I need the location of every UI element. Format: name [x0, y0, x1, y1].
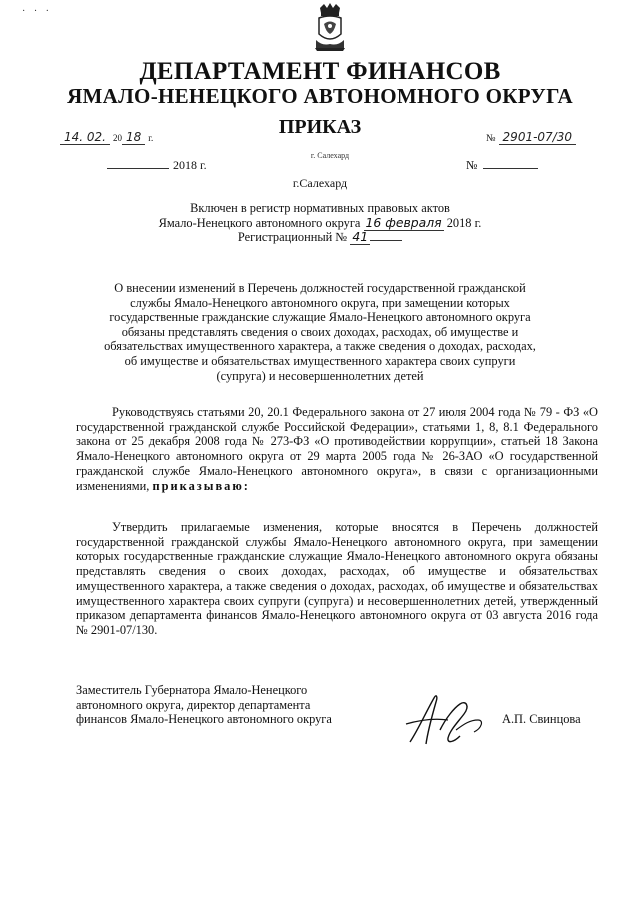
stamp-city: г. Салехард — [310, 151, 350, 160]
handwritten-signature-icon — [400, 690, 496, 750]
registration-number-label: Регистрационный № — [237, 230, 348, 244]
registration-line3 — [0, 230, 640, 245]
registration-year: 2018 г. — [446, 215, 482, 230]
handwritten-number-stamp — [486, 130, 576, 145]
year-prefix: 20 — [112, 133, 122, 143]
signer-position-line2: автономного округа, директор департамента — [76, 697, 311, 712]
year-label: 2018 г. — [173, 158, 207, 172]
year-suffix: г. — [148, 133, 154, 143]
signer-name: А.П. Свинцова — [502, 712, 581, 726]
number-field — [466, 158, 538, 173]
registration-handwritten-number: 41 — [352, 229, 369, 244]
order-subject: О внесении изменений в Перечень должностей государственной гражданской службы Ямало-Ненецкого автономного округа, при замещении которых государственные гражданские служащие Ямало-Ненецкого автономного округа обязаны представлять сведения о своих доходах, расходах, об имуществе и обязательствах имущественного характера, а также сведения о доходах, расходах, об имуществе и обязательствах имущественного характера своих супруги (супруга) и несовершеннолетних детей — [104, 281, 536, 383]
order-title: ПРИКАЗ — [278, 116, 362, 138]
signer-position-line1: Заместитель Губернатора Ямало-Ненецкого — [76, 683, 308, 697]
number-prefix: № — [486, 133, 496, 144]
corner-marks: · · · — [22, 6, 52, 17]
date-field — [107, 158, 207, 173]
registration-region: Ямало-Ненецкого автономного округа — [158, 215, 361, 230]
signer-position-line3: финансов Ямало-Ненецкого автономного округа — [76, 712, 332, 727]
handwritten-number: 2901-07/30 — [499, 130, 576, 145]
handwritten-year: 18 — [122, 130, 145, 145]
department-name-line1: ДЕПАРТАМЕНТ ФИНАНСОВ — [139, 58, 501, 85]
registration-line1: Включен в регистр нормативных правовых актов — [190, 201, 450, 215]
body-paragraph-2: Утвердить прилагаемые изменения, которые вносятся в Перечень должностей государственной гражданской службы Ямало-Ненецкого автономного округа, при замещении которых государственные гражданские служащие Ямало-Ненецкого автономного округа обязаны представлять сведения о своих доходах, расходах, об имуществе и обязательствах имущественного характера, а также сведения о доходах, расходах, об имуществе и обязательствах имущественного характера своих супруги (супруга) и несовершеннолетних детей, утвержденный приказом департамента финансов Ямало-Ненецкого автономного округа от 03 августа 2016 года № 2901-07/130. — [76, 520, 598, 637]
handwritten-date-stamp — [60, 130, 153, 145]
department-name-line2: ЯМАЛО-НЕНЕЦКОГО АВТОНОМНОГО ОКРУГА — [67, 84, 573, 108]
paragraph-1-text: Руководствуясь статьями 20, 20.1 Федерального закона от 27 июля 2004 года № 79 - ФЗ «О государственной гражданской службе Российской Федерации», статьями 1, 8, 8.1 Федерального закона от 25 декабря 2008 года № 273-ФЗ «О противодействии коррупции», статьей 18 Закона Ямало-Ненецкого автономного округа от 29 марта 2005 года № 26-ЗАО «О государственной гражданской службе Ямало-Ненецкого автономного округа», в связи с организационными изменениями, — [76, 405, 598, 493]
registration-line2 — [0, 216, 640, 231]
registration-block — [0, 201, 640, 245]
signer-position — [76, 683, 332, 727]
registration-handwritten-date: 16 февраля — [365, 214, 442, 230]
order-word: приказываю: — [152, 478, 250, 493]
number-label: № — [466, 158, 478, 172]
city: г.Салехард — [292, 176, 348, 190]
handwritten-date: 14. 02. — [60, 130, 110, 145]
emblem-icon — [312, 2, 348, 52]
body-paragraph-1 — [76, 405, 598, 493]
